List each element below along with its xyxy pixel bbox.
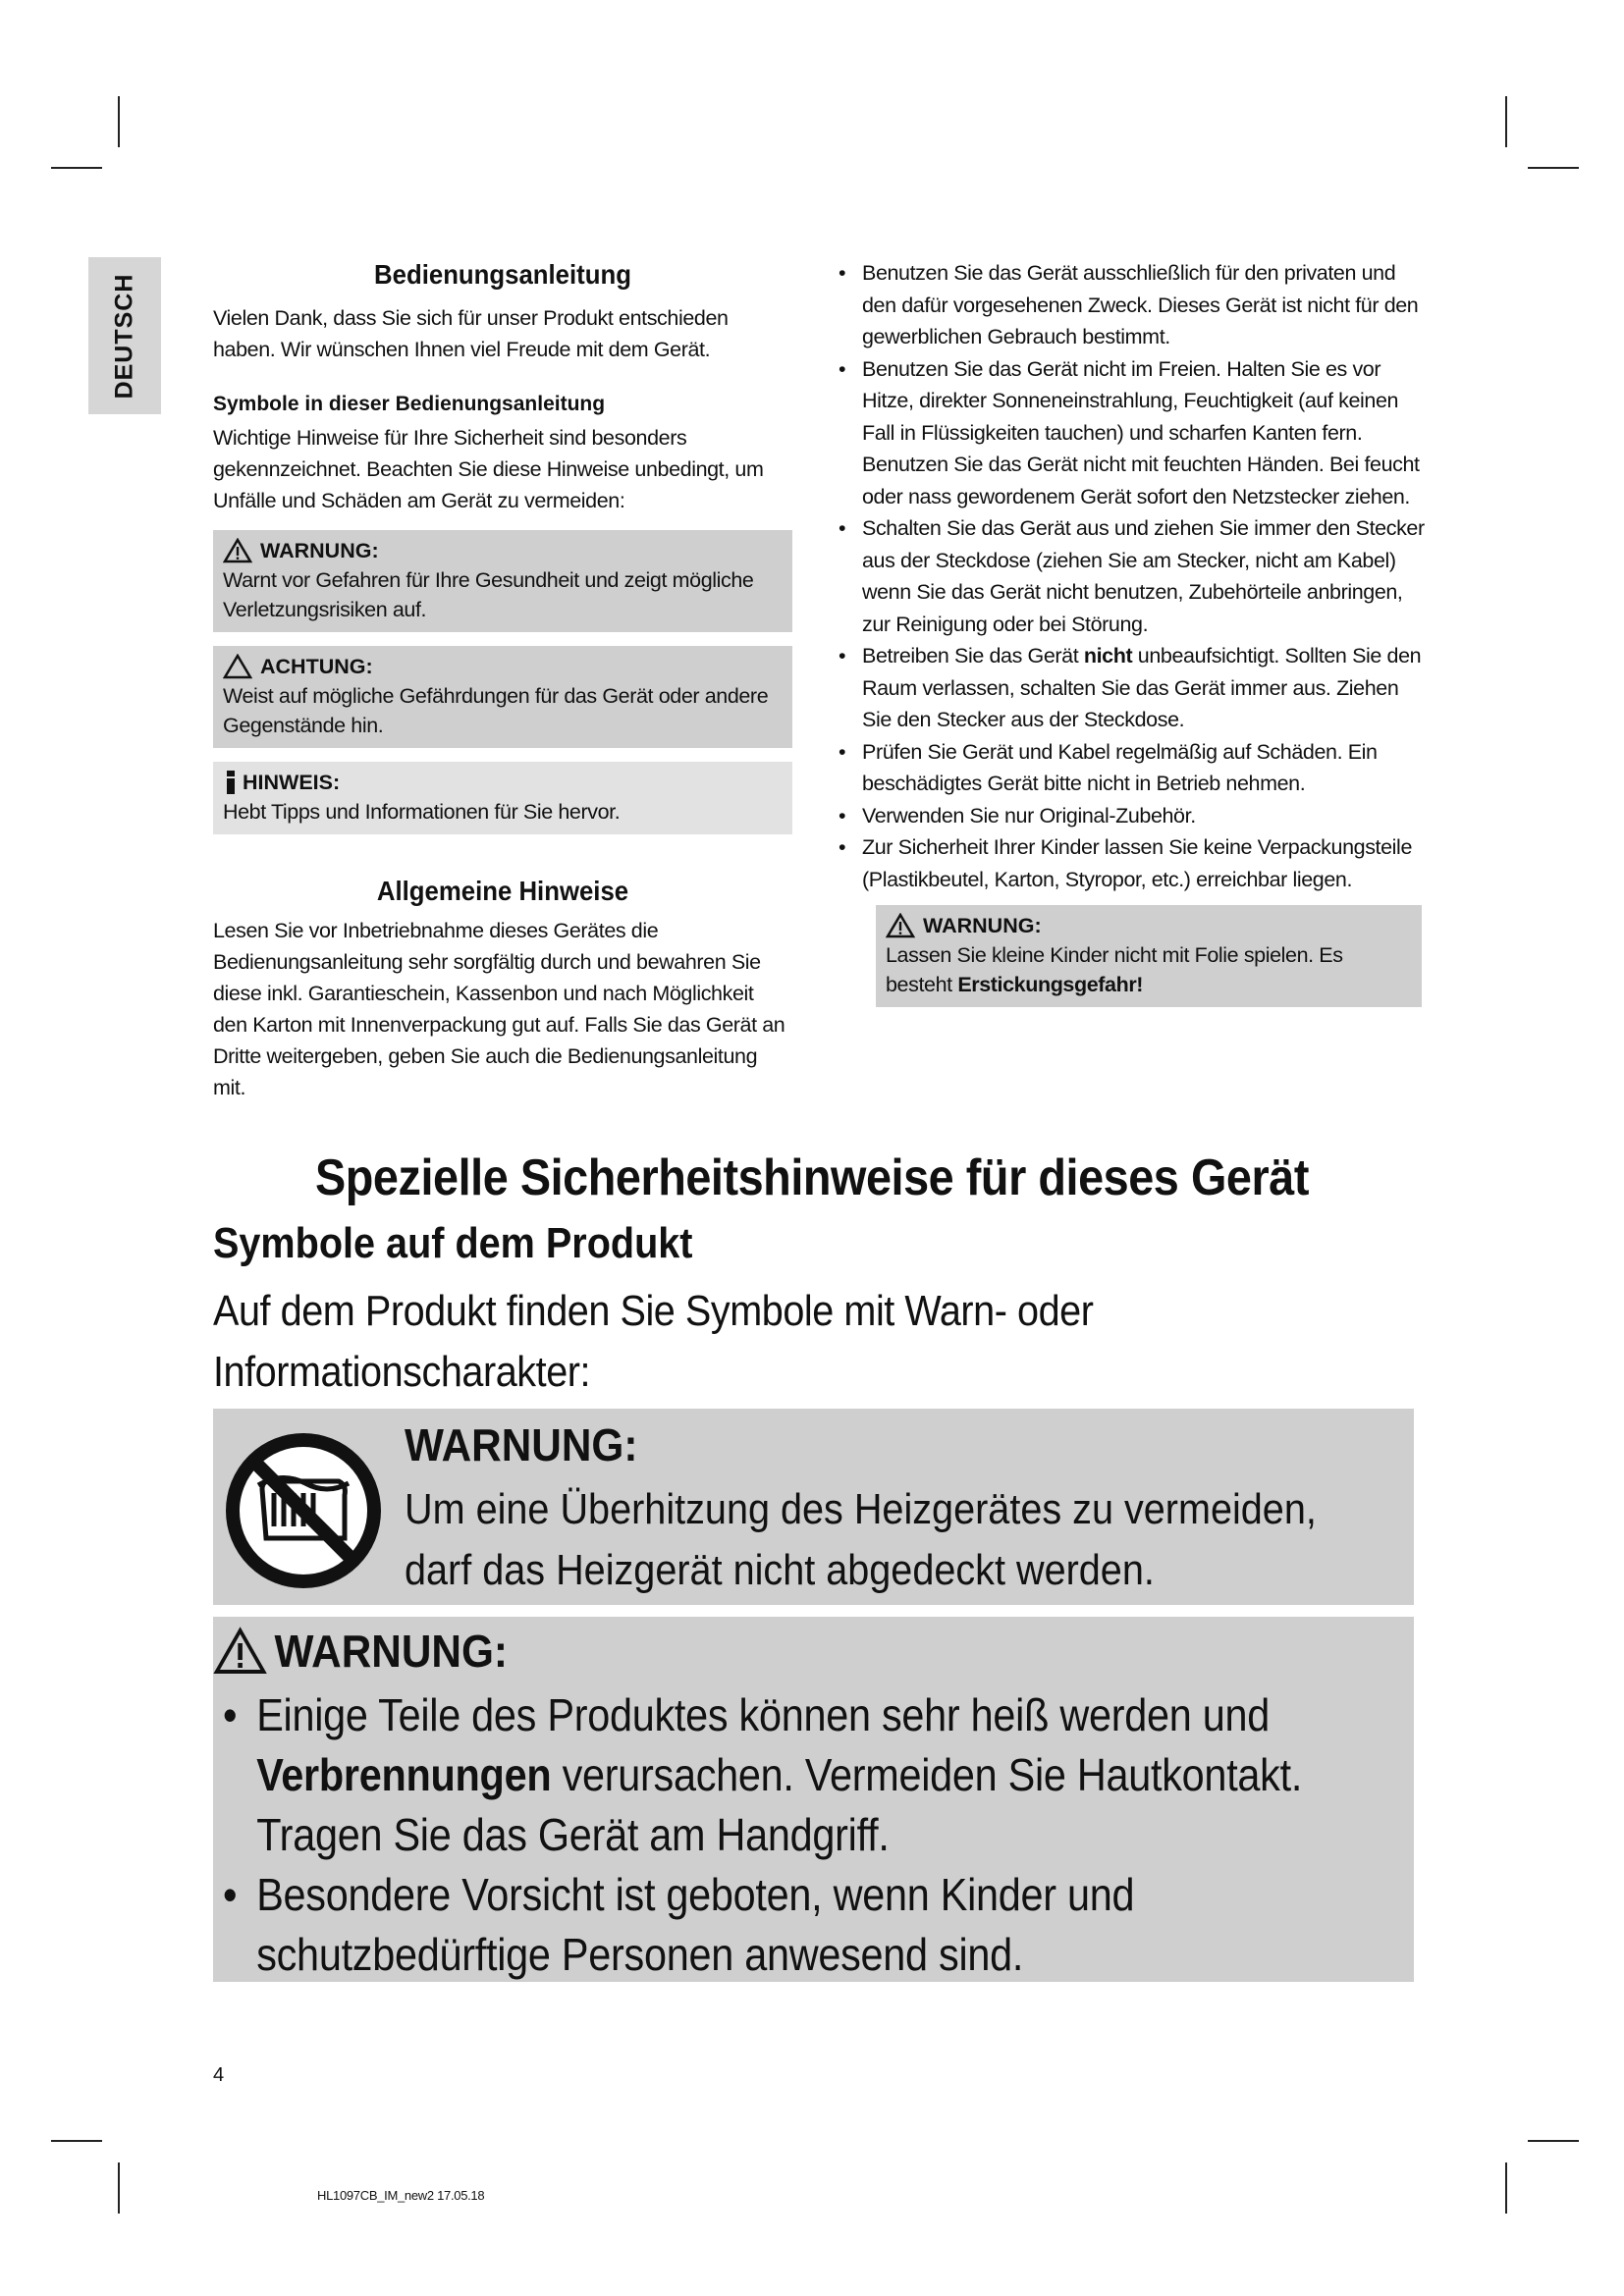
crop-mark xyxy=(118,96,120,147)
warnung-text: Warnt vor Gefahren für Ihre Gesundheit und zeigt mögliche Verletzungsrisiken auf. xyxy=(223,568,754,621)
special-safety-title: Spezielle Sicherheitshinweise für dieses Gerät xyxy=(315,1149,1309,1206)
list-item: • Benutzen Sie das Gerät ausschließlich für den privaten und den dafür vorgesehenen Zweck. Dieses Gerät ist nicht für den gewerblichen Gebrauch bestimmt. xyxy=(837,257,1426,353)
list-item: • Besondere Vorsicht ist geboten, wenn Kinder und schutzbedürftige Personen anwesend sind. xyxy=(223,1865,1398,1985)
print-footer: HL1097CB_IM_new2 17.05.18 xyxy=(317,2188,485,2203)
list-item: • Zur Sicherheit Ihrer Kinder lassen Sie keine Verpackungsteile (Plastikbeutel, Karton, Styropor, etc.) erreichbar liegen. xyxy=(837,831,1426,895)
info-icon xyxy=(223,770,239,795)
crop-mark xyxy=(118,2163,120,2214)
safety-list xyxy=(837,257,1426,895)
right-column xyxy=(837,257,1426,1007)
warning-triangle-icon xyxy=(886,913,915,938)
hinweis-title: HINWEIS: xyxy=(243,771,341,794)
do-not-cover-text: Um eine Überhitzung des Heizgerätes zu vermeiden, darf das Heizgerät nicht abgedeckt werden. xyxy=(405,1485,1317,1594)
achtung-title: ACHTUNG: xyxy=(260,655,373,678)
list-item: • Verwenden Sie nur Original-Zubehör. xyxy=(837,800,1426,832)
language-tab-label: DEUTSCH xyxy=(110,273,138,399)
warning-triangle-icon xyxy=(223,538,252,563)
list-item: • Benutzen Sie das Gerät nicht im Freien. Halten Sie es vor Hitze, direkter Sonneneinstrahlung, Feuchtigkeit (auf keinen Fall in Flüssigkeiten tauchen) und scharfen Kanten fern. Benutzen Sie das Gerät nicht mit feuchten Händen. Bei feucht oder nass gewordenem Gerät sofort den Netzstecker ziehen. xyxy=(837,353,1426,513)
crop-mark xyxy=(51,2140,102,2142)
crop-mark xyxy=(51,167,102,169)
list-item-text: unbeaufsichtigt. Sollten Sie den Raum verlassen, schalten Sie das Gerät immer aus. Ziehen Sie den Stecker aus der Steckdose. xyxy=(862,644,1422,731)
warnung-box xyxy=(213,530,792,632)
crop-mark xyxy=(1505,2163,1507,2214)
crop-mark xyxy=(1528,2140,1579,2142)
crop-mark xyxy=(1528,167,1579,169)
achtung-box xyxy=(213,646,792,748)
list-item xyxy=(223,1685,1398,1865)
list-item-text: verursachen. Vermeiden Sie Hautkontakt. Tragen Sie das Gerät am Handgriff. xyxy=(256,1749,1303,1860)
children-warning-text-part: Lassen Sie kleine Kinder nicht mit Folie spielen. Es besteht xyxy=(886,943,1343,996)
crop-mark xyxy=(1505,96,1507,147)
children-warning-text xyxy=(886,940,1412,999)
language-tab xyxy=(88,257,161,414)
list-item-text: Betreiben Sie das Gerät xyxy=(862,644,1084,667)
warnung-title: WARNUNG: xyxy=(260,539,379,562)
children-warning-title: WARNUNG: xyxy=(923,914,1042,937)
symbols-heading: Symbole in dieser Bedienungsanleitung xyxy=(213,393,606,415)
product-symbols-intro: Auf dem Produkt finden Sie Symbole mit Warn- oder Informationscharakter: xyxy=(213,1287,1094,1396)
list-item: • Prüfen Sie Gerät und Kabel regelmäßig auf Schäden. Ein beschädigtes Gerät bitte nicht in Betrieb nehmen. xyxy=(837,736,1426,800)
hinweis-box xyxy=(213,762,792,834)
list-item-emphasis: Verbrennungen xyxy=(256,1749,552,1800)
page-number: 4 xyxy=(213,2064,225,2086)
children-warning-box xyxy=(876,905,1422,1007)
achtung-text: Weist auf mögliche Gefährdungen für das Gerät oder andere Gegenstände hin. xyxy=(223,684,769,737)
general-title: Allgemeine Hinweise xyxy=(376,876,629,906)
children-warning-emphasis: Erstickungsgefahr! xyxy=(957,973,1144,996)
intro-text: Vielen Dank, dass Sie sich für unser Produkt entschieden haben. Wir wünschen Ihnen viel Freude mit dem Gerät. xyxy=(213,306,729,361)
do-not-cover-warning-box xyxy=(213,1409,1414,1605)
burn-warning-box xyxy=(213,1617,1414,1982)
product-symbols-heading: Symbole auf dem Produkt xyxy=(213,1219,693,1267)
do-not-cover-title: WARNUNG: xyxy=(405,1419,638,1470)
list-item-emphasis: nicht xyxy=(1083,644,1133,667)
caution-triangle-icon xyxy=(223,654,252,679)
general-text: Lesen Sie vor Inbetriebnahme dieses Gerätes die Bedienungsanleitung sehr sorgfältig durch und bewahren Sie diese inkl. Garantieschein, Kassenbon und nach Möglichkeit den Karton mit Innenverpackung gut auf. Falls Sie das Gerät an Dritte weitergeben, geben Sie auch die Bedienungsanleitung mit. xyxy=(213,919,785,1099)
warning-triangle-icon xyxy=(213,1627,267,1676)
list-item: • Schalten Sie das Gerät aus und ziehen Sie immer den Stecker aus der Steckdose (ziehen Sie am Stecker, nicht am Kabel) wenn Sie das Gerät nicht benutzen, Zubehörteile anbringen, zur Reinigung oder bei Störung. xyxy=(837,512,1426,640)
manual-title: Bedienungsanleitung xyxy=(374,259,631,290)
symbols-text: Wichtige Hinweise für Ihre Sicherheit sind besonders gekennzeichnet. Beachten Sie diese Hinweise unbedingt, um Unfälle und Schäden am Gerät zu vermeiden: xyxy=(213,426,764,512)
list-item xyxy=(837,640,1426,736)
do-not-cover-icon xyxy=(223,1430,384,1591)
burn-warning-title: WARNUNG: xyxy=(274,1626,508,1677)
left-column xyxy=(213,259,792,1103)
hinweis-text: Hebt Tipps und Informationen für Sie hervor. xyxy=(223,800,621,824)
burn-warning-list xyxy=(223,1685,1398,1985)
list-item-text: Einige Teile des Produktes können sehr heiß werden und xyxy=(256,1689,1271,1740)
